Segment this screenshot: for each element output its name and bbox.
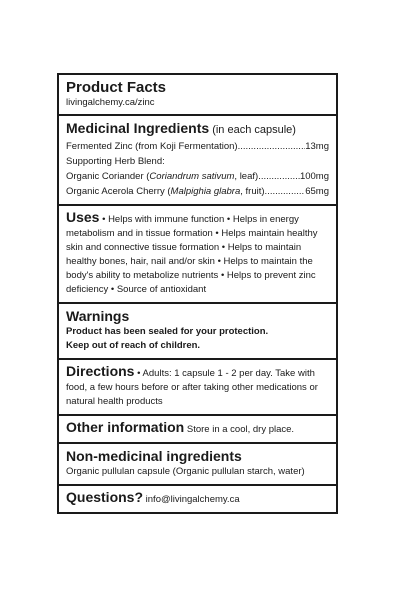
medicinal-ingredients-title-suffix: (in each capsule) <box>209 124 296 136</box>
ingredient-name-suffix: , leaf) <box>234 171 259 182</box>
ingredient-latin-name: Coriandrum sativum <box>149 171 235 182</box>
warnings-section <box>59 304 336 360</box>
directions-text: • Adults: 1 capsule 1 - 2 per day. Take with food, a few hours before or after taking other medications or natural health products <box>66 368 318 407</box>
warning-line: Product has been sealed for your protection. <box>66 326 269 337</box>
uses-paragraph <box>66 210 329 297</box>
ingredient-name-suffix: , fruit) <box>240 186 265 197</box>
non-medicinal-title: Non-medicinal ingredients <box>66 448 242 464</box>
ingredient-row <box>66 139 329 154</box>
leader-dots <box>265 184 306 199</box>
questions-contact: info@livingalchemy.ca <box>143 494 240 505</box>
ingredient-row <box>66 184 329 199</box>
directions-section <box>59 360 336 416</box>
leader-dots <box>258 169 300 184</box>
uses-title: Uses <box>66 209 100 225</box>
other-information-text: Store in a cool, dry place. <box>184 424 295 435</box>
directions-paragraph <box>66 364 329 409</box>
medicinal-ingredients-heading <box>66 120 329 139</box>
ingredient-latin-name: Malpighia glabra <box>170 186 241 197</box>
ingredient-name <box>66 184 265 199</box>
non-medicinal-text: Organic pullulan capsule (Organic pullulan starch, water) <box>66 466 305 477</box>
ingredient-amount: 13mg <box>305 141 329 152</box>
non-medicinal-section <box>59 444 336 486</box>
directions-title: Directions <box>66 363 135 379</box>
product-facts-section <box>59 75 336 116</box>
ingredient-name: Fermented Zinc (from Koji Fermentation) <box>66 141 238 152</box>
uses-section <box>59 206 336 304</box>
other-information-paragraph <box>66 420 329 437</box>
warning-line: Keep out of reach of children. <box>66 340 201 351</box>
blend-label <box>66 154 329 169</box>
ingredient-row <box>66 169 329 184</box>
ingredient-amount: 100mg <box>299 171 329 182</box>
questions-section <box>59 486 336 512</box>
product-url: livingalchemy.ca/zinc <box>66 97 155 108</box>
medicinal-ingredients-title: Medicinal Ingredients <box>66 120 210 136</box>
warnings-title: Warnings <box>66 308 130 324</box>
ingredient-amount: 65mg <box>305 186 329 197</box>
ingredient-name <box>66 169 258 184</box>
questions-title: Questions? <box>66 489 144 505</box>
medicinal-ingredients-section <box>59 116 336 206</box>
uses-text: • Helps with immune function • Helps in energy metabolism and in tissue formation • Helps maintain healthy skin and connective tissue formation • Helps to maintain healthy bones, hair, nail and/or skin • Helps to maintain the body's ability to metabolize nutrients • Helps to prevent zinc deficiency • Source of antioxidant <box>66 214 318 295</box>
ingredient-name-prefix: Organic Acerola Cherry ( <box>66 186 171 197</box>
leader-dots <box>238 139 306 154</box>
other-information-section <box>59 416 336 444</box>
ingredient-name-prefix: Organic Coriander ( <box>66 171 150 182</box>
blend-label-text: Supporting Herb Blend: <box>66 156 165 167</box>
questions-paragraph <box>66 490 329 507</box>
product-facts-label <box>57 73 338 514</box>
other-information-title: Other information <box>66 419 185 435</box>
product-facts-title: Product Facts <box>66 79 167 96</box>
